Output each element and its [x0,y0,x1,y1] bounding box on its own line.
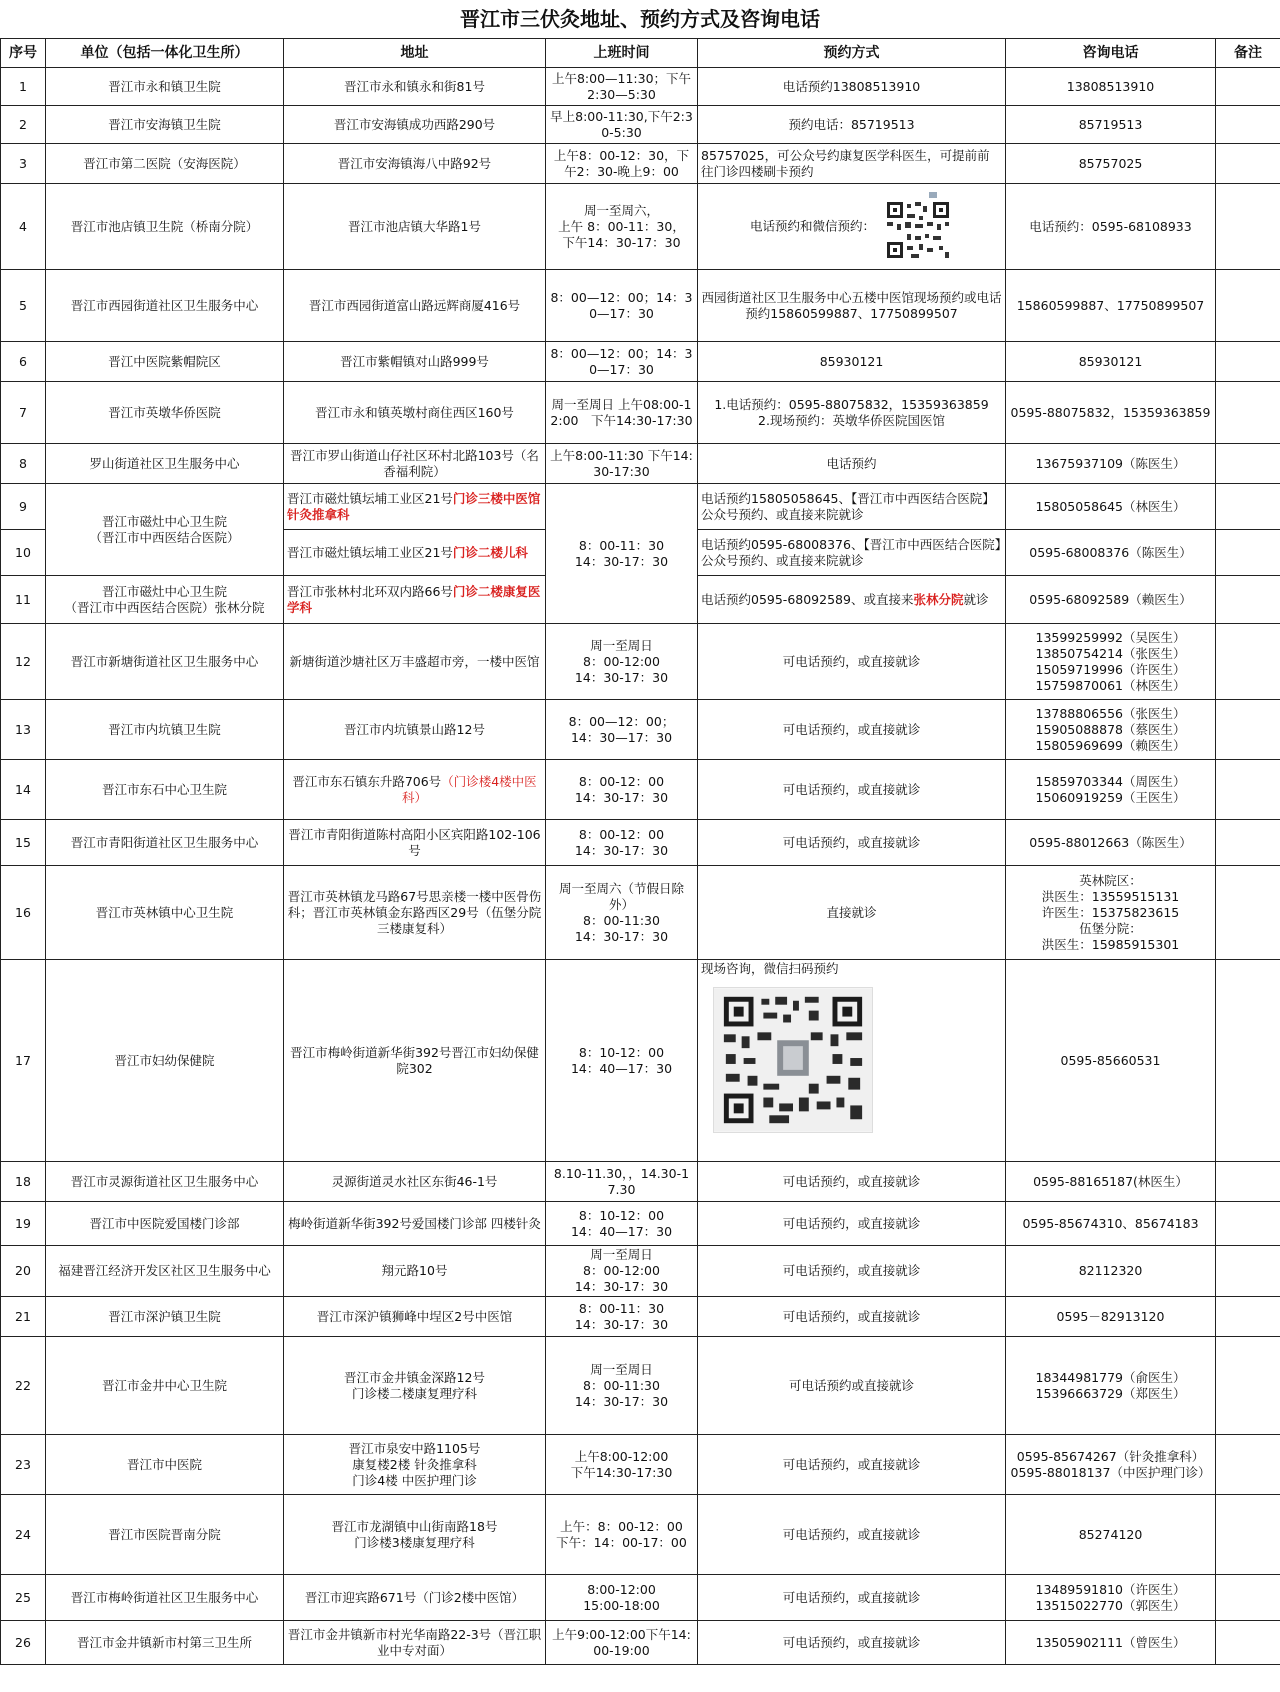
cell-phone: 13599259992（吴医生） 13850754214（张医生） 15059719996（许医生） 15759870061（林医生） [1006,624,1216,700]
cell-address: 翔元路10号 [284,1246,546,1297]
cell-address: 晋江市永和镇永和街81号 [284,68,546,106]
cell-booking: 可电话预约，或直接就诊 [698,1297,1006,1337]
cell-no: 14 [1,760,46,820]
cell-unit: 晋江市青阳街道社区卫生服务中心 [46,820,284,866]
cell-unit: 晋江市灵源街道社区卫生服务中心 [46,1162,284,1202]
booking-highlight: 张林分院 [913,591,964,607]
address-text: 晋江市磁灶镇坛埔工业区21号 [287,544,453,560]
cell-address: 晋江市金井镇金深路12号 门诊楼二楼康复理疗科 [284,1337,546,1435]
cell-remark [1216,484,1280,530]
cell-booking: 85930121 [698,342,1006,382]
cell-remark [1216,1246,1280,1297]
table-row [1,1575,1280,1621]
document-title: 晋江市三伏灸地址、预约方式及咨询电话 [460,7,820,31]
cell-remark [1216,760,1280,820]
table-row [1,184,1280,270]
table-row [1,760,1280,820]
cell-hours: 上午：8：00-12：00 下午：14：00-17：00 [546,1495,698,1575]
cell-no: 24 [1,1495,46,1575]
cell-booking: 可电话预约或直接就诊 [698,1337,1006,1435]
cell-phone: 0595-88075832，15359363859 [1006,382,1216,444]
cell-hours: 8：00-12：00 14：30-17：30 [546,760,698,820]
cell-address [284,484,546,530]
table-row [1,1297,1280,1337]
cell-unit: 晋江市第二医院（安海医院） [46,144,284,184]
cell-remark [1216,1297,1280,1337]
cell-phone: 0595-88165187(林医生） [1006,1162,1216,1202]
cell-phone: 13788806556（张医生） 15905088878（蔡医生） 15805969699（赖医生） [1006,700,1216,760]
cell-unit: 晋江市梅岭街道社区卫生服务中心 [46,1575,284,1621]
cell-no: 7 [1,382,46,444]
header-no: 序号 [1,39,46,68]
cell-remark [1216,1575,1280,1621]
cell-unit: 晋江市医院晋南分院 [46,1495,284,1575]
cell-booking: 可电话预约，或直接就诊 [698,1621,1006,1665]
table-row [1,1495,1280,1575]
cell-address: 灵源街道灵水社区东街46-1号 [284,1162,546,1202]
cell-remark [1216,184,1280,270]
table-row [1,444,1280,484]
cell-phone: 0595-88012663（陈医生） [1006,820,1216,866]
cell-no: 5 [1,270,46,342]
table-row [1,1435,1280,1495]
booking-text: 电话预约和微信预约： [750,218,876,233]
address-text: 晋江市张林村北环双内路66号 [287,583,453,599]
table-row [1,1337,1280,1435]
address-highlight: 门诊二楼康复医学科 [287,583,541,615]
wechat-qr-code-icon[interactable] [883,192,953,262]
cell-address [284,760,546,820]
table-row [1,960,1280,1162]
cell-remark [1216,1495,1280,1575]
cell-hours: 上午8:00-11:30 下午14:30-17:30 [546,444,698,484]
cell-no: 13 [1,700,46,760]
cell-booking: 直接就诊 [698,866,1006,960]
cell-booking: 电话预约15805058645、【晋江市中西医结合医院】公众号预约、或直接来院就诊 [698,484,1006,530]
cell-remark [1216,1162,1280,1202]
header-hours: 上班时间 [546,39,698,68]
cell-phone: 英林院区： 洪医生：13559515131 许医生：15375823615 伍堡分院： 洪医生：15985915301 [1006,866,1216,960]
cell-unit: 晋江市妇幼保健院 [46,960,284,1162]
cell-booking: 电话预约 [698,444,1006,484]
cell-address: 晋江市迎宾路671号（门诊2楼中医馆） [284,1575,546,1621]
cell-address: 晋江市池店镇大华路1号 [284,184,546,270]
cell-hours: 上午8：00-12：30，下午2：30-晚上9：00 [546,144,698,184]
cell-no: 3 [1,144,46,184]
cell-address: 梅岭街道新华街392号爱国楼门诊部 四楼针灸 [284,1202,546,1246]
cell-address: 晋江市罗山街道山仔社区环村北路103号（名香福利院） [284,444,546,484]
cell-phone: 82112320 [1006,1246,1216,1297]
cell-phone: 85930121 [1006,342,1216,382]
table-row [1,270,1280,342]
cell-address: 晋江市安海镇海八中路92号 [284,144,546,184]
cell-phone: 13675937109（陈医生） [1006,444,1216,484]
cell-phone: 0595-68008376（陈医生） [1006,530,1216,576]
table-row [1,382,1280,444]
cell-remark [1216,576,1280,624]
cell-remark [1216,960,1280,1162]
cell-booking: 可电话预约，或直接就诊 [698,1495,1006,1575]
cell-phone: 0595-85674310、85674183 [1006,1202,1216,1246]
cell-phone: 0595-85674267（针灸推拿科） 0595-88018137（中医护理门诊） [1006,1435,1216,1495]
address-text: 晋江市磁灶镇坛埔工业区21号 [287,490,453,506]
cell-remark [1216,270,1280,342]
cell-address: 晋江市内坑镇景山路12号 [284,700,546,760]
cell-no: 10 [1,530,46,576]
cell-remark [1216,530,1280,576]
cell-address: 晋江市英林镇龙马路67号思亲楼一楼中医骨伤科；晋江市英林镇金东路西区29号（伍堡分院三楼康复科） [284,866,546,960]
cell-hours: 8：00-12：00 14：30-17：30 [546,820,698,866]
table-row [1,1246,1280,1297]
cell-hours: 8：00—12：00；14：30—17：30 [546,270,698,342]
cell-address: 晋江市深沪镇狮峰中埕区2号中医馆 [284,1297,546,1337]
cell-phone: 13505902111（曾医生） [1006,1621,1216,1665]
clinic-table [0,38,1280,1665]
cell-hours: 早上8:00-11:30,下午2:30-5:30 [546,106,698,144]
cell-hours: 上午8:00—11:30；下午2:30—5:30 [546,68,698,106]
cell-no: 16 [1,866,46,960]
cell-remark [1216,106,1280,144]
cell-phone: 85274120 [1006,1495,1216,1575]
cell-booking: 可电话预约，或直接就诊 [698,760,1006,820]
cell-no: 26 [1,1621,46,1665]
cell-remark [1216,820,1280,866]
cell-phone: 15805058645（林医生） [1006,484,1216,530]
cell-address: 新塘街道沙塘社区万丰盛超市旁，一楼中医馆 [284,624,546,700]
cell-unit: 晋江市中医院爱国楼门诊部 [46,1202,284,1246]
cell-unit: 福建晋江经济开发区社区卫生服务中心 [46,1246,284,1297]
table-header-row [1,39,1280,68]
cell-booking: 可电话预约，或直接就诊 [698,1202,1006,1246]
cell-remark [1216,342,1280,382]
table-row [1,866,1280,960]
cell-booking [698,960,1006,1162]
cell-phone: 电话预约：0595-68108933 [1006,184,1216,270]
cell-hours: 周一至周日 8：00-11:30 14：30-17：30 [546,1337,698,1435]
cell-hours: 上午9:00-12:00下午14:00-19:00 [546,1621,698,1665]
cell-phone: 0595－82913120 [1006,1297,1216,1337]
cell-booking: 可电话预约，或直接就诊 [698,624,1006,700]
cell-address: 晋江市龙湖镇中山街南路18号 门诊楼3楼康复理疗科 [284,1495,546,1575]
cell-remark [1216,866,1280,960]
cell-address: 晋江市紫帽镇对山路999号 [284,342,546,382]
cell-no: 25 [1,1575,46,1621]
cell-hours: 8:00-12:00 15:00-18:00 [546,1575,698,1621]
cell-no: 11 [1,576,46,624]
cell-no: 12 [1,624,46,700]
cell-hours: 周一至周六（节假日除外） 8：00-11:30 14：30-17：30 [546,866,698,960]
cell-no: 4 [1,184,46,270]
cell-remark [1216,1337,1280,1435]
cell-unit: 晋江市东石中心卫生院 [46,760,284,820]
cell-no: 18 [1,1162,46,1202]
address-highlight: 门诊三楼中医馆针灸推拿科 [287,490,541,522]
cell-address: 晋江市青阳街道陈村高阳小区宾阳路102-106号 [284,820,546,866]
cell-remark [1216,444,1280,484]
table-row [1,1162,1280,1202]
cell-address: 晋江市安海镇成功西路290号 [284,106,546,144]
cell-unit: 晋江市英墩华侨医院 [46,382,284,444]
cell-booking: 西园街道社区卫生服务中心五楼中医馆现场预约或电话预约15860599887、17750899507 [698,270,1006,342]
cell-unit: 晋江市深沪镇卫生院 [46,1297,284,1337]
cell-hours: 8：00—12：00；14：30—17：30 [546,342,698,382]
table-row [1,342,1280,382]
booking-text: 现场咨询，微信扫码预约 [701,961,839,976]
cell-remark [1216,1621,1280,1665]
cell-booking: 1.电话预约：0595-88075832，15359363859 2.现场预约：英墩华侨医院国医馆 [698,382,1006,444]
table-row [1,624,1280,700]
cell-unit: 晋江市安海镇卫生院 [46,106,284,144]
cell-address: 晋江市西园街道富山路远辉商厦416号 [284,270,546,342]
cell-remark [1216,382,1280,444]
cell-remark [1216,1435,1280,1495]
cell-unit: 晋江市磁灶中心卫生院 （晋江市中西医结合医院）张林分院 [46,576,284,624]
table-row [1,106,1280,144]
cell-booking [698,184,1006,270]
cell-no: 23 [1,1435,46,1495]
cell-no: 17 [1,960,46,1162]
cell-remark [1216,144,1280,184]
cell-no: 15 [1,820,46,866]
cell-phone: 13489591810（许医生） 13515022770（郭医生） [1006,1575,1216,1621]
cell-no: 21 [1,1297,46,1337]
table-row [1,820,1280,866]
table-row [1,68,1280,106]
cell-unit: 晋江市中医院 [46,1435,284,1495]
cell-hours: 8：10-12：00 14：40—17：30 [546,1202,698,1246]
cell-booking: 可电话预约，或直接就诊 [698,1246,1006,1297]
cell-hours: 8：00-11：30 14：30-17：30 [546,484,698,624]
cell-address: 晋江市金井镇新市村光华南路22-3号（晋江职业中专对面） [284,1621,546,1665]
cell-address [284,530,546,576]
cell-booking: 电话预约0595-68008376、【晋江市中西医结合医院】公众号预约、或直接来院就诊 [698,530,1006,576]
cell-booking: 预约电话：85719513 [698,106,1006,144]
cell-unit: 晋江市金井中心卫生院 [46,1337,284,1435]
cell-hours: 周一至周六， 上午 8：00-11：30， 下午14：30-17：30 [546,184,698,270]
wechat-qr-code-icon[interactable] [713,987,873,1133]
cell-no: 22 [1,1337,46,1435]
cell-hours: 8.10-11.30，，14.30-17.30 [546,1162,698,1202]
cell-unit: 晋江市磁灶中心卫生院 （晋江市中西医结合医院） [46,484,284,576]
address-highlight: 门诊二楼儿科 [452,544,528,560]
cell-hours: 上午8:00-12:00 下午14:30-17:30 [546,1435,698,1495]
cell-unit: 晋江市金井镇新市村第三卫生所 [46,1621,284,1665]
cell-phone: 85719513 [1006,106,1216,144]
booking-text: 电话预约0595-68092589、或直接来 [701,591,914,607]
cell-phone: 15859703344（周医生） 15060919259（王医生） [1006,760,1216,820]
cell-no: 8 [1,444,46,484]
table-row [1,144,1280,184]
cell-unit: 晋江市西园街道社区卫生服务中心 [46,270,284,342]
cell-hours: 周一至周日 8：00-12:00 14：30-17：30 [546,1246,698,1297]
cell-unit: 罗山街道社区卫生服务中心 [46,444,284,484]
cell-phone: 0595-85660531 [1006,960,1216,1162]
cell-unit: 晋江市永和镇卫生院 [46,68,284,106]
table-row [1,1621,1280,1665]
cell-no: 19 [1,1202,46,1246]
cell-unit: 晋江市新塘街道社区卫生服务中心 [46,624,284,700]
address-text: 晋江市东石镇东升路706号 [292,773,442,789]
cell-booking: 可电话预约，或直接就诊 [698,820,1006,866]
cell-remark [1216,624,1280,700]
cell-booking: 可电话预约，或直接就诊 [698,1162,1006,1202]
cell-no: 20 [1,1246,46,1297]
booking-text-end: 就诊 [963,591,989,607]
cell-unit: 晋江市英林镇中心卫生院 [46,866,284,960]
cell-remark [1216,1202,1280,1246]
header-unit: 单位（包括一体化卫生所） [46,39,284,68]
cell-no: 6 [1,342,46,382]
header-phone: 咨询电话 [1006,39,1216,68]
cell-no: 2 [1,106,46,144]
cell-unit: 晋江中医院紫帽院区 [46,342,284,382]
cell-booking: 可电话预约，或直接就诊 [698,1575,1006,1621]
cell-phone: 15860599887、17750899507 [1006,270,1216,342]
cell-phone: 13808513910 [1006,68,1216,106]
table-row [1,484,1280,530]
cell-unit: 晋江市内坑镇卫生院 [46,700,284,760]
cell-booking: 可电话预约，或直接就诊 [698,1435,1006,1495]
address-highlight: （门诊楼4楼中医科） [401,773,537,805]
cell-booking [698,576,1006,624]
table-row [1,1202,1280,1246]
table-row [1,700,1280,760]
cell-hours: 8：00-11：30 14：30-17：30 [546,1297,698,1337]
cell-remark [1216,68,1280,106]
cell-phone: 18344981779（俞医生） 15396663729（郑医生） [1006,1337,1216,1435]
cell-booking: 可电话预约，或直接就诊 [698,700,1006,760]
cell-remark [1216,700,1280,760]
cell-no: 9 [1,484,46,530]
cell-address: 晋江市泉安中路1105号 康复楼2楼 针灸推拿科 门诊4楼 中医护理门诊 [284,1435,546,1495]
cell-address: 晋江市梅岭街道新华街392号晋江市妇幼保健院302 [284,960,546,1162]
cell-hours: 周一至周日 8：00-12:00 14：30-17：30 [546,624,698,700]
header-booking: 预约方式 [698,39,1006,68]
cell-booking: 电话预约13808513910 [698,68,1006,106]
cell-hours: 8：10-12：00 14：40—17：30 [546,960,698,1162]
cell-phone: 0595-68092589（赖医生） [1006,576,1216,624]
cell-address: 晋江市永和镇英墩村商住西区160号 [284,382,546,444]
header-remark: 备注 [1216,39,1280,68]
cell-no: 1 [1,68,46,106]
header-address: 地址 [284,39,546,68]
cell-booking: 85757025，可公众号约康复医学科医生，可提前前往门诊四楼刷卡预约 [698,144,1006,184]
cell-phone: 85757025 [1006,144,1216,184]
cell-hours: 8：00—12：00； 14：30—17：30 [546,700,698,760]
cell-hours: 周一至周日 上午08:00-12:00 下午14:30-17:30 [546,382,698,444]
cell-address [284,576,546,624]
cell-unit: 晋江市池店镇卫生院（桥南分院） [46,184,284,270]
